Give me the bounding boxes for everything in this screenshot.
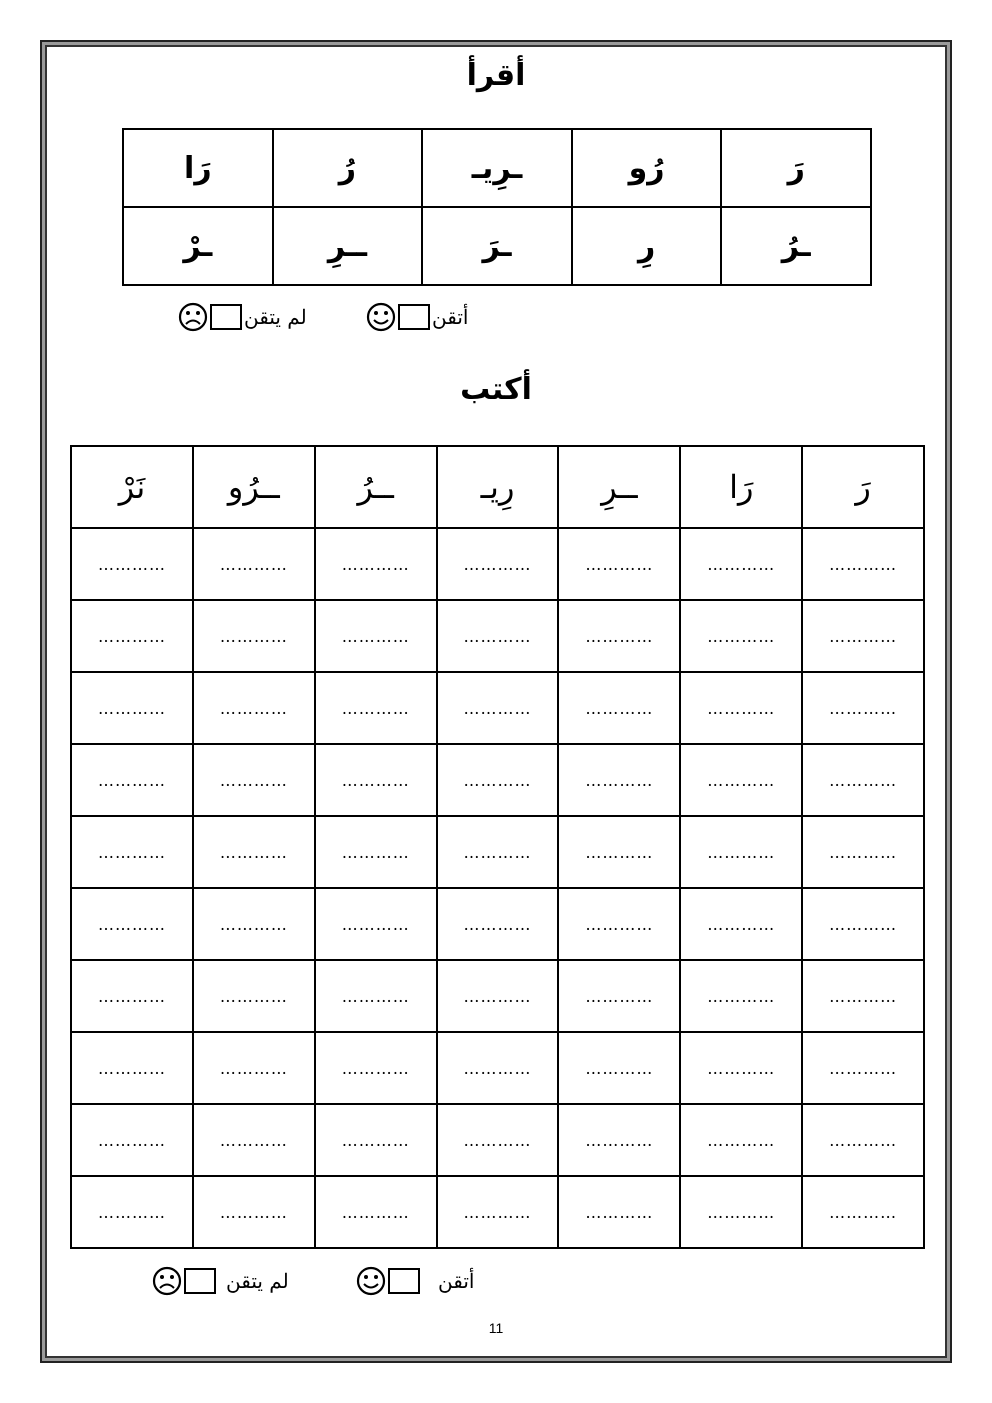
write-practice-cell[interactable]: ………… [315,1032,437,1104]
sad-face-icon [178,302,208,332]
write-practice-cell[interactable]: ………… [193,816,315,888]
not-mastered-label: لم يتقن [226,1269,289,1293]
write-practice-cell[interactable]: ………… [315,600,437,672]
write-practice-cell[interactable]: ………… [558,1176,680,1248]
write-rating-not-mastered [152,1266,289,1296]
write-practice-cell[interactable]: ………… [802,672,924,744]
read-cell: رِ [572,207,722,285]
write-practice-row [71,1104,924,1176]
not-mastered-label: لم يتقن [244,305,307,329]
read-cell: رَا [123,129,273,207]
write-practice-cell[interactable]: ………… [680,1032,802,1104]
write-practice-cell[interactable]: ………… [71,744,193,816]
write-practice-cell[interactable]: ………… [315,1176,437,1248]
write-practice-cell[interactable]: ………… [802,1176,924,1248]
write-practice-cell[interactable]: ………… [193,888,315,960]
write-practice-cell[interactable]: ………… [558,1032,680,1104]
mastered-checkbox[interactable] [398,304,430,330]
write-practice-cell[interactable]: ………… [558,528,680,600]
write-header-cell: ــرِ [558,446,680,528]
write-practice-row [71,528,924,600]
write-practice-cell[interactable]: ………… [437,1032,559,1104]
not-mastered-checkbox[interactable] [184,1268,216,1294]
write-header-cell: نَرْ [71,446,193,528]
write-practice-cell[interactable]: ………… [437,672,559,744]
write-practice-cell[interactable]: ………… [680,888,802,960]
write-practice-cell[interactable]: ………… [802,960,924,1032]
write-practice-cell[interactable]: ………… [193,672,315,744]
write-practice-cell[interactable]: ………… [315,744,437,816]
write-practice-cell[interactable]: ………… [315,528,437,600]
write-practice-cell[interactable]: ………… [558,888,680,960]
write-practice-cell[interactable]: ………… [71,672,193,744]
write-practice-cell[interactable]: ………… [680,672,802,744]
write-practice-row [71,672,924,744]
read-cell: رُو [572,129,722,207]
write-practice-cell[interactable]: ………… [193,1032,315,1104]
write-practice-cell[interactable]: ………… [802,888,924,960]
write-practice-cell[interactable]: ………… [558,600,680,672]
write-header-cell: ــرُ [315,446,437,528]
read-table [122,128,872,286]
write-practice-cell[interactable]: ………… [437,528,559,600]
write-practice-cell[interactable]: ………… [193,1176,315,1248]
write-practice-cell[interactable]: ………… [315,1104,437,1176]
write-practice-row [71,744,924,816]
write-practice-cell[interactable]: ………… [437,1176,559,1248]
read-cell: ــرِ [273,207,423,285]
write-practice-cell[interactable]: ………… [193,1104,315,1176]
read-rating-mastered [366,302,468,332]
write-practice-row [71,888,924,960]
write-rating-mastered [356,1266,474,1296]
write-practice-cell[interactable]: ………… [802,1104,924,1176]
mastered-checkbox[interactable] [388,1268,420,1294]
write-practice-row [71,960,924,1032]
write-practice-cell[interactable]: ………… [193,600,315,672]
write-practice-cell[interactable]: ………… [680,960,802,1032]
write-header-row [71,446,924,528]
read-cell: ـرَ [422,207,572,285]
write-practice-cell[interactable]: ………… [437,1104,559,1176]
write-practice-cell[interactable]: ………… [71,1176,193,1248]
smiley-face-icon [366,302,396,332]
write-practice-cell[interactable]: ………… [71,960,193,1032]
write-practice-cell[interactable]: ………… [680,1176,802,1248]
write-practice-cell[interactable]: ………… [802,744,924,816]
write-practice-cell[interactable]: ………… [71,888,193,960]
write-practice-cell[interactable]: ………… [558,744,680,816]
sad-face-icon [152,1266,182,1296]
write-practice-cell[interactable]: ………… [802,600,924,672]
write-practice-cell[interactable]: ………… [437,744,559,816]
write-title: أكتب [460,372,532,407]
write-practice-cell[interactable]: ………… [558,1104,680,1176]
write-practice-cell[interactable]: ………… [71,1032,193,1104]
mastered-label: أتقن [432,305,469,329]
write-practice-cell[interactable]: ………… [802,816,924,888]
write-practice-cell[interactable]: ………… [71,816,193,888]
write-practice-cell[interactable]: ………… [558,960,680,1032]
read-row [123,207,871,285]
write-header-cell: ــرُو [193,446,315,528]
write-practice-row [71,1032,924,1104]
write-practice-cell[interactable]: ………… [680,816,802,888]
write-practice-row [71,1176,924,1248]
read-rating-not-mastered [178,302,307,332]
write-practice-cell[interactable]: ………… [71,1104,193,1176]
read-row [123,129,871,207]
write-practice-cell[interactable]: ………… [558,672,680,744]
write-header-cell: رَ [802,446,924,528]
write-practice-cell[interactable]: ………… [558,816,680,888]
write-practice-row [71,816,924,888]
write-practice-cell[interactable]: ………… [437,600,559,672]
write-table [70,445,925,1249]
read-cell: ـرِيـ [422,129,572,207]
write-practice-cell[interactable]: ………… [315,888,437,960]
write-practice-cell[interactable]: ………… [315,816,437,888]
page-number: 11 [488,1320,504,1336]
write-practice-cell[interactable]: ………… [680,600,802,672]
write-table-body [71,528,924,1248]
write-practice-cell[interactable]: ………… [437,816,559,888]
write-practice-cell[interactable]: ………… [193,744,315,816]
mastered-label: أتقن [438,1269,475,1293]
read-cell: ـرْ [123,207,273,285]
write-practice-cell[interactable]: ………… [437,960,559,1032]
write-header-cell: رَا [680,446,802,528]
write-practice-cell[interactable]: ………… [71,528,193,600]
write-practice-cell[interactable]: ………… [315,960,437,1032]
read-cell: ـرُ [721,207,871,285]
write-practice-cell[interactable]: ………… [71,600,193,672]
write-practice-cell[interactable]: ………… [193,528,315,600]
write-practice-cell[interactable]: ………… [193,960,315,1032]
write-header-cell: رِيـ [437,446,559,528]
write-practice-row [71,600,924,672]
read-cell: رُ [273,129,423,207]
write-practice-cell[interactable]: ………… [802,528,924,600]
write-practice-cell[interactable]: ………… [437,888,559,960]
write-practice-cell[interactable]: ………… [680,528,802,600]
not-mastered-checkbox[interactable] [210,304,242,330]
write-practice-cell[interactable]: ………… [315,672,437,744]
write-practice-cell[interactable]: ………… [680,744,802,816]
write-practice-cell[interactable]: ………… [680,1104,802,1176]
read-title: أقرأ [466,58,526,93]
smiley-face-icon [356,1266,386,1296]
read-cell: رَ [721,129,871,207]
write-practice-cell[interactable]: ………… [802,1032,924,1104]
